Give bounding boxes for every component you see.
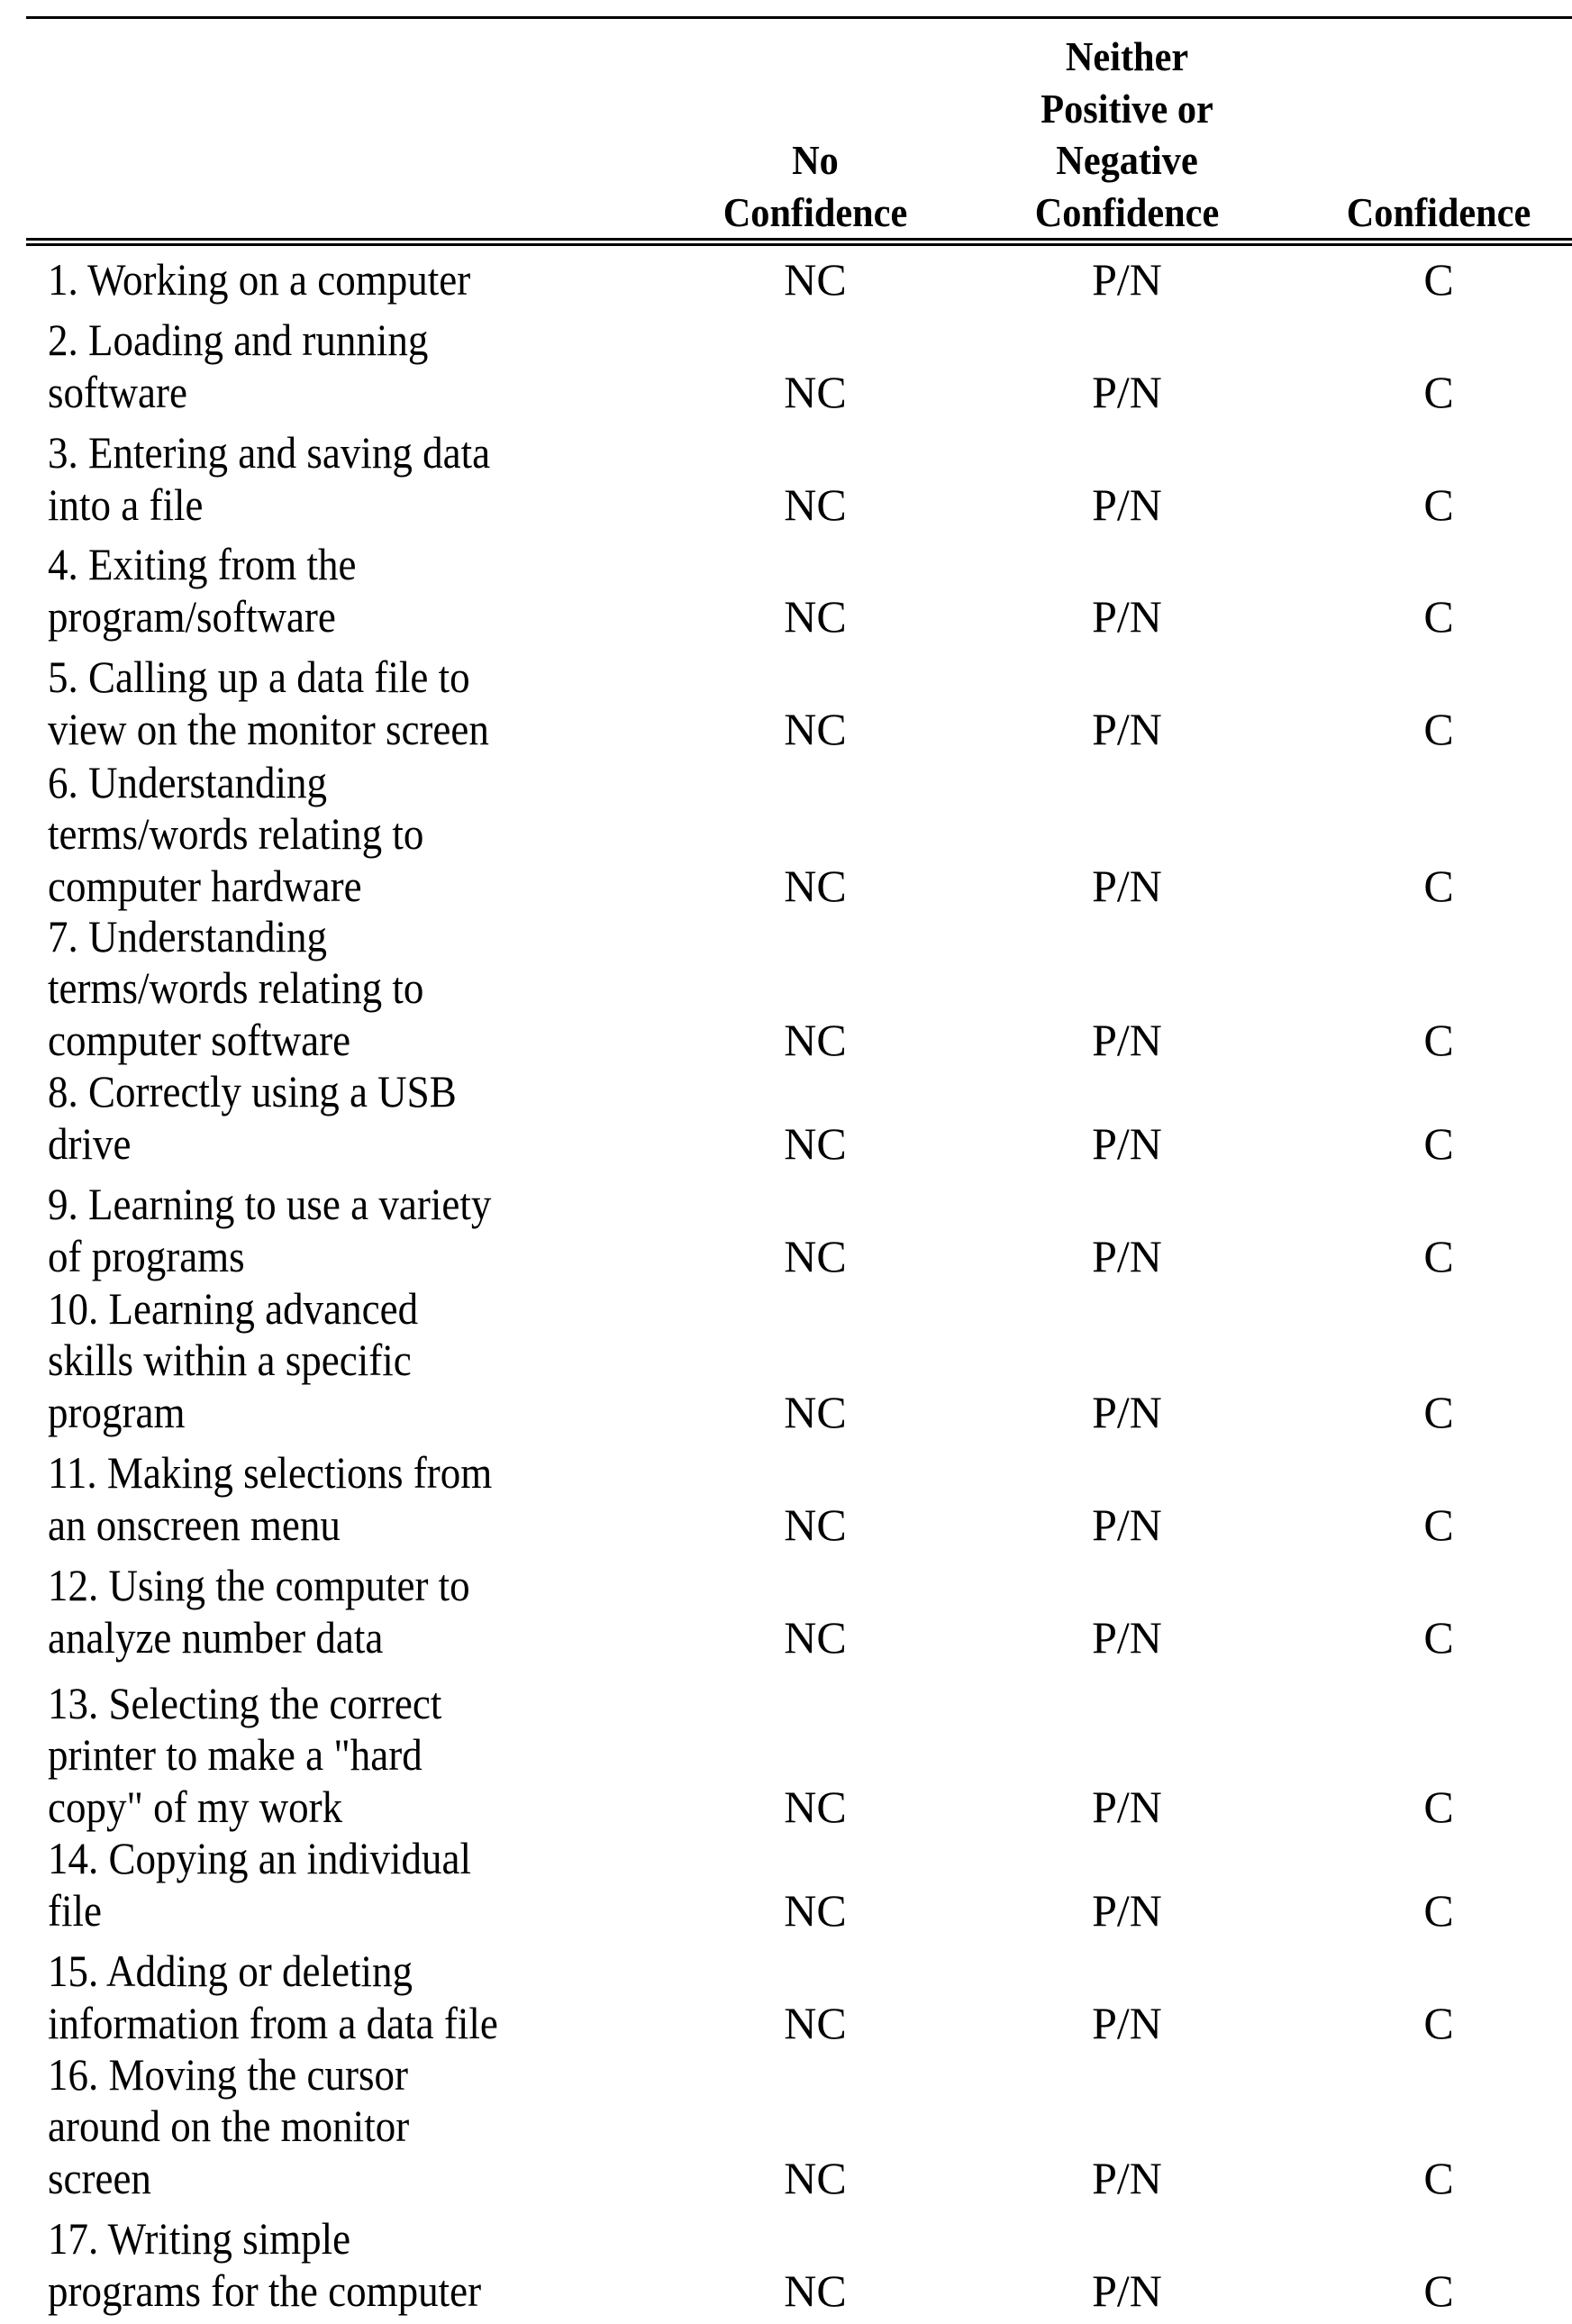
cell-no-confidence[interactable]: NC — [784, 590, 847, 642]
cell-confidence[interactable]: C — [1423, 253, 1454, 305]
item-line: program — [48, 1386, 186, 1437]
cell-neither[interactable]: P/N — [1092, 590, 1162, 642]
item-text — [48, 2213, 660, 2317]
cell-neither[interactable]: P/N — [1092, 1884, 1162, 1936]
cell-confidence[interactable]: C — [1423, 366, 1454, 417]
item-line: copy" of my work — [48, 1781, 343, 1832]
table-row — [0, 1678, 1572, 1834]
table-row — [0, 1833, 1572, 1937]
cell-no-confidence[interactable]: NC — [784, 1117, 847, 1169]
cell-no-confidence[interactable]: NC — [784, 703, 847, 754]
item-line: software — [48, 366, 187, 417]
item-text — [48, 1179, 660, 1282]
cell-no-confidence[interactable]: NC — [784, 860, 847, 911]
item-text — [48, 757, 660, 913]
table-row — [0, 1283, 1572, 1439]
item-line: 3. Entering and saving data — [48, 427, 491, 478]
item-line: 14. Copying an individual — [48, 1833, 471, 1883]
header-neither — [986, 31, 1268, 238]
item-text — [48, 1678, 660, 1834]
item-text — [48, 2049, 660, 2205]
header-double-rule-upper — [26, 238, 1572, 241]
header-line — [1298, 31, 1572, 83]
item-line: file — [48, 1884, 102, 1936]
item-line: into a file — [48, 478, 204, 530]
cell-neither[interactable]: P/N — [1092, 1781, 1162, 1832]
item-line: 12. Using the computer to — [48, 1560, 470, 1610]
cell-neither[interactable]: P/N — [1092, 1997, 1162, 2048]
top-rule — [26, 16, 1572, 19]
cell-no-confidence[interactable]: NC — [784, 2265, 847, 2316]
cell-neither[interactable]: P/N — [1092, 703, 1162, 754]
table-row — [0, 2049, 1572, 2205]
cell-neither[interactable]: P/N — [1092, 860, 1162, 911]
cell-neither[interactable]: P/N — [1092, 1230, 1162, 1281]
header-line: Neither — [1065, 33, 1189, 79]
header-line: Confidence — [1346, 188, 1531, 235]
cell-neither[interactable]: P/N — [1092, 1014, 1162, 1065]
header-double-rule-lower — [26, 243, 1572, 246]
item-line: drive — [48, 1117, 132, 1169]
cell-confidence[interactable]: C — [1423, 1884, 1454, 1936]
item-text — [48, 911, 660, 1067]
cell-confidence[interactable]: C — [1423, 2265, 1454, 2316]
item-line: 15. Adding or deleting — [48, 1946, 413, 1996]
header-line — [675, 31, 957, 83]
cell-no-confidence[interactable]: NC — [784, 1014, 847, 1065]
cell-no-confidence[interactable]: NC — [784, 1997, 847, 2048]
cell-neither[interactable]: P/N — [1092, 1117, 1162, 1169]
item-line: 9. Learning to use a variety — [48, 1179, 492, 1229]
item-text — [48, 1447, 660, 1551]
table-row — [0, 1179, 1572, 1282]
table-row — [0, 2213, 1572, 2317]
cell-confidence[interactable]: C — [1423, 478, 1454, 530]
table-row — [0, 427, 1572, 531]
item-line: an onscreen menu — [48, 1499, 341, 1550]
table-row — [0, 1946, 1572, 2049]
cell-confidence[interactable]: C — [1423, 590, 1454, 642]
cell-confidence[interactable]: C — [1423, 1117, 1454, 1169]
header-line: Positive or — [1040, 85, 1213, 132]
item-line: around on the monitor — [48, 2101, 410, 2151]
cell-no-confidence[interactable]: NC — [784, 2152, 847, 2203]
header-line — [675, 83, 957, 135]
cell-confidence[interactable]: C — [1423, 703, 1454, 754]
cell-confidence[interactable]: C — [1423, 860, 1454, 911]
item-line: printer to make a "hard — [48, 1729, 423, 1780]
header-line: Confidence — [1034, 188, 1220, 235]
item-line: 7. Understanding — [48, 910, 327, 961]
table-row — [0, 652, 1572, 755]
header-line — [1298, 83, 1572, 135]
table-row — [0, 539, 1572, 643]
cell-neither[interactable]: P/N — [1092, 253, 1162, 305]
item-line: 11. Making selections from — [48, 1447, 493, 1498]
header-line: Confidence — [722, 188, 908, 235]
item-line: analyze number data — [48, 1611, 384, 1663]
cell-no-confidence[interactable]: NC — [784, 366, 847, 417]
item-line: 4. Exiting from the — [48, 539, 357, 589]
item-text — [48, 1283, 660, 1439]
item-line: view on the monitor screen — [48, 703, 489, 754]
item-line: screen — [48, 2152, 151, 2203]
table-row — [0, 1447, 1572, 1551]
cell-neither[interactable]: P/N — [1092, 478, 1162, 530]
table-row — [0, 1560, 1572, 1663]
item-line: 17. Writing simple — [48, 2213, 351, 2264]
cell-no-confidence[interactable]: NC — [784, 1386, 847, 1437]
item-line: terms/words relating to — [48, 808, 424, 859]
item-line: information from a data file — [48, 1997, 498, 2048]
item-line: 2. Loading and running — [48, 314, 429, 365]
header-line — [1298, 134, 1572, 187]
table-row — [0, 314, 1572, 418]
cell-neither[interactable]: P/N — [1092, 366, 1162, 417]
item-line: of programs — [48, 1230, 245, 1281]
item-text — [48, 427, 660, 531]
item-text — [48, 1833, 660, 1937]
item-line: program/software — [48, 590, 336, 642]
cell-neither[interactable]: P/N — [1092, 1611, 1162, 1663]
item-text — [48, 1946, 660, 2049]
header-line: No — [792, 137, 839, 183]
cell-confidence[interactable]: C — [1423, 1386, 1454, 1437]
table-row — [0, 757, 1572, 913]
table-row — [0, 254, 1572, 306]
cell-no-confidence[interactable]: NC — [784, 1611, 847, 1663]
item-text — [48, 254, 660, 306]
item-line: computer software — [48, 1014, 351, 1065]
item-line: skills within a specific — [48, 1335, 412, 1385]
cell-no-confidence[interactable]: NC — [784, 1230, 847, 1281]
cell-neither[interactable]: P/N — [1092, 1386, 1162, 1437]
item-line: programs for the computer — [48, 2265, 482, 2316]
cell-no-confidence[interactable]: NC — [784, 1781, 847, 1832]
item-line: 8. Correctly using a USB — [48, 1066, 457, 1116]
cell-no-confidence[interactable]: NC — [784, 1884, 847, 1936]
cell-confidence[interactable]: C — [1423, 1997, 1454, 2048]
cell-neither[interactable]: P/N — [1092, 1499, 1162, 1550]
item-line: computer hardware — [48, 860, 362, 911]
cell-confidence[interactable]: C — [1423, 1014, 1454, 1065]
item-line: 16. Moving the cursor — [48, 2048, 408, 2100]
cell-neither[interactable]: P/N — [1092, 2265, 1162, 2316]
item-line: terms/words relating to — [48, 962, 424, 1013]
item-text — [48, 652, 660, 755]
cell-no-confidence[interactable]: NC — [784, 253, 847, 305]
table-row — [0, 1066, 1572, 1170]
header-no-confidence — [675, 31, 957, 238]
cell-confidence[interactable]: C — [1423, 1781, 1454, 1832]
header-line: Negative — [1056, 137, 1198, 183]
cell-confidence[interactable]: C — [1423, 2152, 1454, 2203]
item-text — [48, 539, 660, 643]
item-line: 5. Calling up a data file to — [48, 652, 470, 702]
table-row — [0, 911, 1572, 1067]
cell-confidence[interactable]: C — [1423, 1230, 1454, 1281]
item-line: 6. Understanding — [48, 756, 327, 807]
cell-confidence[interactable]: C — [1423, 1611, 1454, 1663]
item-text — [48, 1066, 660, 1170]
item-text — [48, 314, 660, 418]
item-line: 1. Working on a computer — [48, 253, 471, 305]
cell-neither[interactable]: P/N — [1092, 2152, 1162, 2203]
item-line: 13. Selecting the correct — [48, 1677, 442, 1728]
cell-no-confidence[interactable]: NC — [784, 1499, 847, 1550]
item-text — [48, 1560, 660, 1663]
cell-no-confidence[interactable]: NC — [784, 478, 847, 530]
cell-confidence[interactable]: C — [1423, 1499, 1454, 1550]
item-line: 10. Learning advanced — [48, 1282, 419, 1334]
header-confidence — [1298, 31, 1572, 238]
